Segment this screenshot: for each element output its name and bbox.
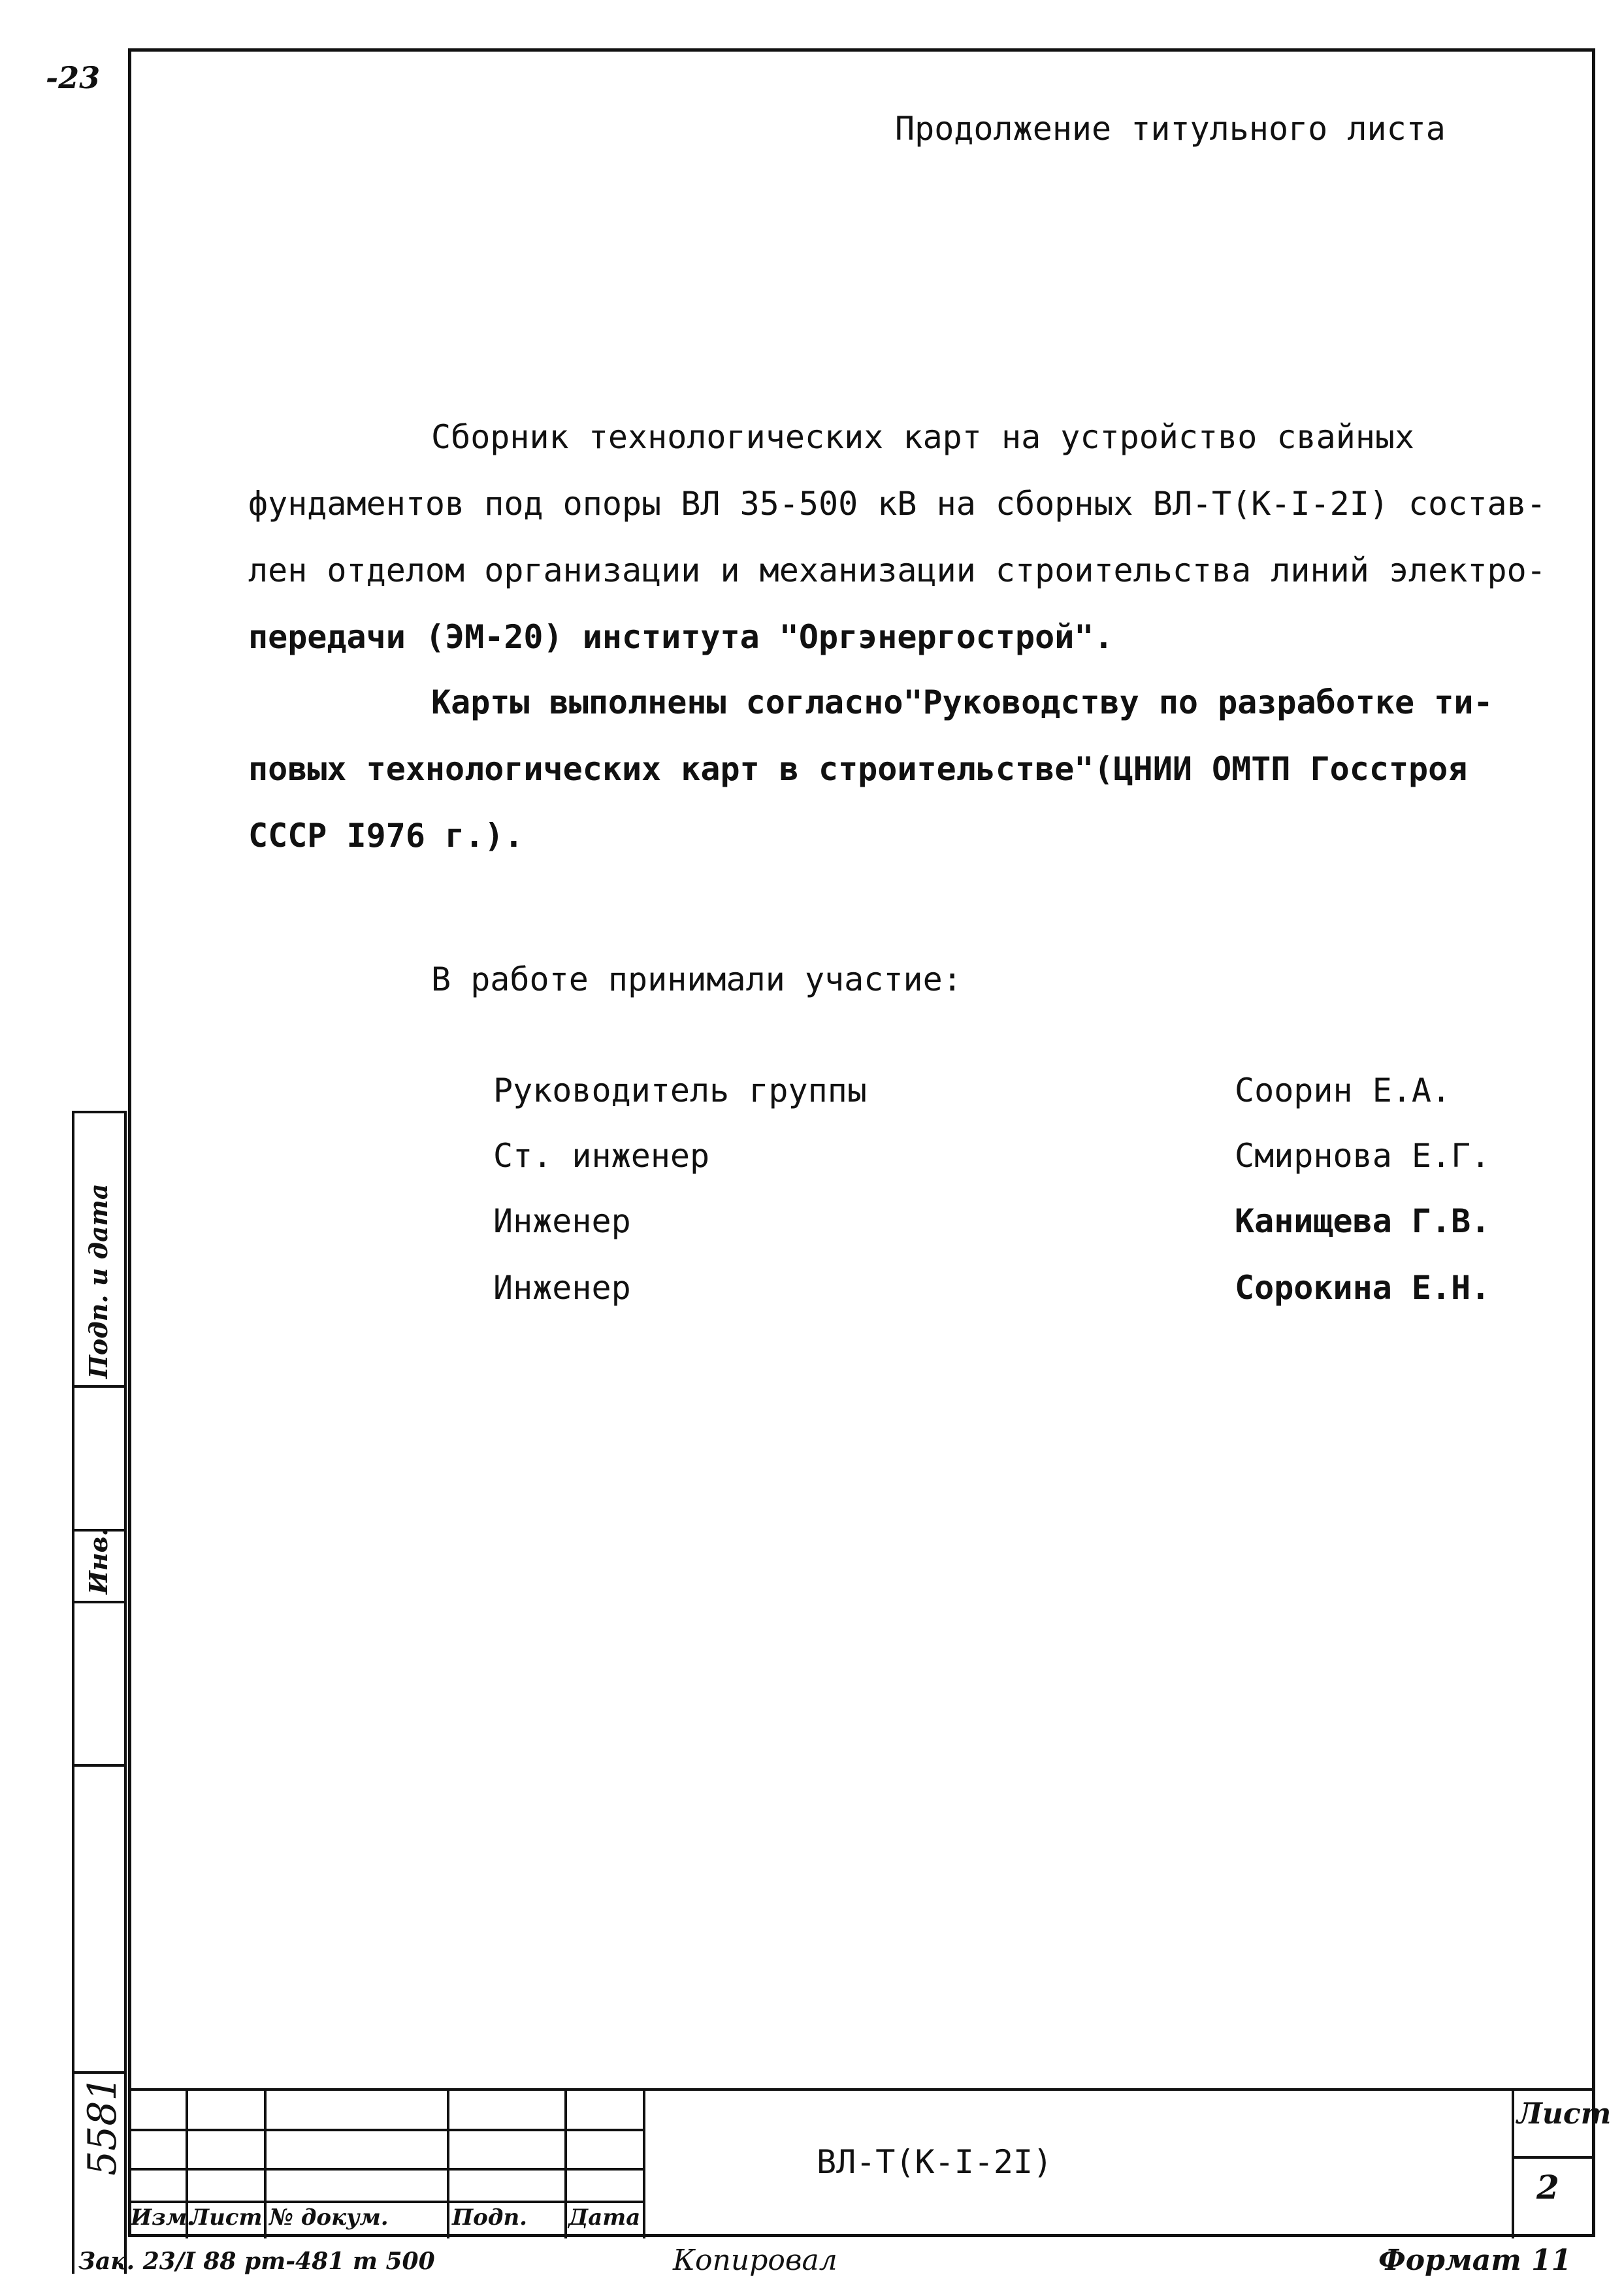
side-stamp-border-left [72, 1111, 74, 2274]
side-stamp-divider [72, 1111, 127, 1113]
col-label-sign: Подп. [452, 2204, 527, 2231]
col-label-doc: № докум. [269, 2204, 389, 2231]
title-block-col-line [447, 2088, 449, 2238]
side-stamp-divider [72, 1385, 127, 1388]
participant-name-4: Сорокина Е.Н. [1235, 1269, 1491, 1307]
side-stamp-sign-date: Подп. и дата [84, 1183, 113, 1379]
format-label: Формат 11 [1378, 2244, 1572, 2277]
participant-name-3: Канищева Г.В. [1235, 1202, 1491, 1240]
body-line-5: Карты выполнены согласно"Руководству по разработке ти- [431, 683, 1493, 721]
side-stamp-number: 5581 [80, 2076, 125, 2176]
col-label-date: Дата [568, 2204, 641, 2231]
participant-role-4: Инженер [493, 1269, 631, 1307]
participant-role-2: Ст. инженер [493, 1137, 710, 1175]
title-block-col-line [564, 2088, 567, 2238]
col-label-izm: Изм. [131, 2204, 195, 2231]
body-line-6: повых технологических карт в строительстве"(ЦНИИ ОМТП Госстроя [248, 750, 1468, 788]
participant-role-1: Руководитель группы [493, 1072, 867, 1109]
col-label-list: Лист [189, 2204, 263, 2231]
continuation-header: Продолжение титульного листа [895, 110, 1446, 148]
sheet-number: 2 [1536, 2168, 1559, 2206]
participants-title: В работе принимали участие: [431, 960, 962, 998]
participant-name-1: Соорин Е.А. [1235, 1072, 1452, 1109]
title-block-top-line [128, 2088, 1595, 2091]
title-block-col-line [1512, 2088, 1514, 2238]
title-block-row-line [1512, 2156, 1595, 2159]
sheet-label: Лист [1517, 2097, 1612, 2131]
body-line-1: Сборник технологических карт на устройство свайных [431, 418, 1415, 456]
side-stamp-divider [72, 1601, 127, 1603]
designation: ВЛ-Т(К-I-2I) [817, 2143, 1053, 2181]
copied-by: Копировал [673, 2244, 837, 2277]
order-info: Зак. 23/I 88 рт-481 т 500 [78, 2248, 435, 2275]
participant-role-3: Инженер [493, 1202, 631, 1240]
side-stamp-divider [72, 1764, 127, 1767]
side-stamp-divider [72, 2071, 127, 2074]
side-stamp-inv: Инв. [84, 1528, 113, 1594]
body-line-4: передачи (ЭМ-20) института "Оргэнергострой". [248, 618, 1114, 656]
page-number: -23 [46, 60, 101, 95]
body-line-3: лен отделом организации и механизации строительства линий электро- [248, 551, 1546, 589]
participant-name-2: Смирнова Е.Г. [1235, 1137, 1491, 1175]
title-block-col-line [264, 2088, 267, 2238]
body-line-7: СССР I976 г.). [248, 817, 524, 855]
body-line-2: фундаментов под опоры ВЛ 35-500 кВ на сборных ВЛ-Т(К-I-2I) состав- [248, 485, 1546, 523]
title-block-col-line [643, 2088, 645, 2238]
